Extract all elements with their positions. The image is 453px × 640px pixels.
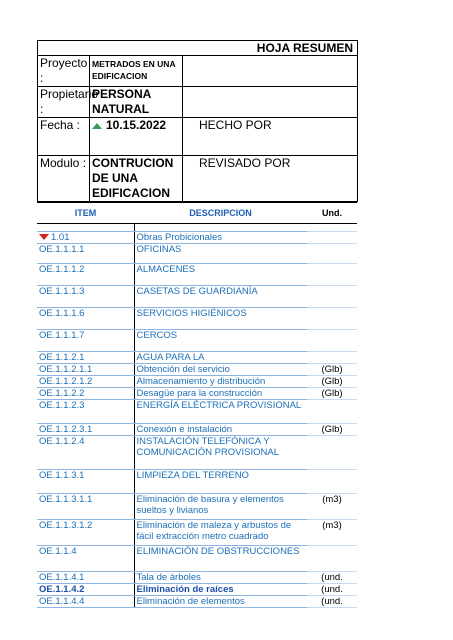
proyecto-value: METRADOS EN UNA EDIFICACION bbox=[90, 56, 183, 87]
item-cell: OE.1.1.1.6 bbox=[37, 308, 134, 330]
desc-cell: ENERGÍA ELÉCTRICA PROVISIONAL bbox=[134, 400, 307, 424]
item-cell: OE.1.1.4.4 bbox=[37, 596, 134, 608]
proyecto-empty-cell bbox=[183, 56, 358, 87]
modulo-value: CONTRUCION DE UNA EDIFICACION bbox=[90, 156, 183, 202]
proyecto-label: Proyecto : bbox=[38, 56, 90, 87]
und-cell bbox=[307, 244, 357, 264]
desc-cell: INSTALACIÓN TELEFÓNICA Y COMUNICACIÓN PROVISIONAL bbox=[134, 436, 307, 470]
table-row bbox=[37, 400, 357, 424]
table-row bbox=[37, 424, 357, 436]
item-cell: OE.1.1.3.1.1 bbox=[37, 494, 134, 520]
table-row bbox=[37, 584, 357, 596]
item-cell: OE.1.1.2.3 bbox=[37, 400, 134, 424]
und-cell bbox=[307, 400, 357, 424]
fecha-label: Fecha : bbox=[38, 118, 90, 156]
item-cell: OE.1.1.2.2 bbox=[37, 388, 134, 400]
desc-cell: SERVICIOS HIGIÉNICOS bbox=[134, 308, 307, 330]
item-cell: OE.1.1.4 bbox=[37, 546, 134, 572]
desc-cell: ALMACENES bbox=[134, 264, 307, 286]
und-cell bbox=[307, 330, 357, 352]
column-header-descripcion: DESCRIPCION bbox=[134, 203, 307, 224]
revisado-por: REVISADO POR bbox=[183, 156, 358, 202]
und-cell bbox=[307, 470, 357, 494]
desc-cell: LIMPIEZA DEL TERRENO bbox=[134, 470, 307, 494]
desc-cell: Eliminación de raíces bbox=[134, 584, 307, 596]
propietario-empty-cell bbox=[183, 87, 358, 118]
table-row bbox=[37, 596, 357, 608]
table-row bbox=[37, 572, 357, 584]
table-row bbox=[37, 308, 357, 330]
desc-cell: Conexión e instalación bbox=[134, 424, 307, 436]
und-cell: (und. bbox=[307, 596, 357, 608]
und-cell bbox=[307, 352, 357, 364]
desc-cell: Almacenamiento y distribución bbox=[134, 376, 307, 388]
item-cell: OE.1.1.1.3 bbox=[37, 286, 134, 308]
item-cell: OE.1.1.2.1 bbox=[37, 352, 134, 364]
item-cell: OE.1.1.1.7 bbox=[37, 330, 134, 352]
sheet-title: HOJA RESUMEN bbox=[38, 41, 358, 56]
desc-cell: CERCOS bbox=[134, 330, 307, 352]
propietario-value: PERSONA NATURAL bbox=[90, 87, 183, 118]
triangle-up-icon bbox=[92, 123, 102, 129]
table-row bbox=[37, 388, 357, 400]
desc-cell: Eliminación de basura y elementos sueltos y livianos bbox=[134, 494, 307, 520]
table-row bbox=[37, 352, 357, 364]
desc-cell: OFICINAS bbox=[134, 244, 307, 264]
item-cell: OE.1.1.3.1 bbox=[37, 470, 134, 494]
und-cell bbox=[307, 264, 357, 286]
propietario-label: Propietario : bbox=[38, 87, 90, 118]
und-cell: (m3) bbox=[307, 494, 357, 520]
table-row bbox=[37, 376, 357, 388]
item-cell: OE.1.1.1.2 bbox=[37, 264, 134, 286]
item-cell: OE.1.1.2.4 bbox=[37, 436, 134, 470]
table-row bbox=[37, 436, 357, 470]
item-cell: OE.1.1.1.1 bbox=[37, 244, 134, 264]
table-row bbox=[37, 470, 357, 494]
table-row bbox=[37, 520, 357, 546]
column-header-row bbox=[37, 203, 357, 224]
table-row bbox=[37, 286, 357, 308]
items-body bbox=[37, 224, 357, 608]
item-cell: OE.1.1.4.2 bbox=[37, 584, 134, 596]
item-cell: OE.1.1.2.1.1 bbox=[37, 364, 134, 376]
desc-cell: CASETAS DE GUARDIANÍA bbox=[134, 286, 307, 308]
item-cell: 1.01 bbox=[37, 232, 134, 244]
hecho-por: HECHO POR bbox=[183, 118, 358, 156]
table-row bbox=[37, 364, 357, 376]
fecha-value: 10.15.2022 bbox=[106, 118, 167, 132]
item-cell: OE.1.1.2.1.2 bbox=[37, 376, 134, 388]
desc-cell: Obras Probicionales bbox=[134, 232, 307, 244]
und-cell bbox=[307, 232, 357, 244]
table-row bbox=[37, 330, 357, 352]
und-cell: (und. bbox=[307, 572, 357, 584]
table-row bbox=[37, 244, 357, 264]
desc-cell: AGUA PARA LA bbox=[134, 352, 307, 364]
spacer-row bbox=[37, 224, 357, 232]
und-cell bbox=[307, 286, 357, 308]
und-cell: (Glb) bbox=[307, 388, 357, 400]
und-cell bbox=[307, 546, 357, 572]
desc-cell: Desagüe para la construcción bbox=[134, 388, 307, 400]
table-row bbox=[37, 494, 357, 520]
und-cell bbox=[307, 436, 357, 470]
items-table bbox=[37, 202, 357, 608]
summary-sheet bbox=[37, 40, 357, 608]
und-cell: (und. bbox=[307, 584, 357, 596]
item-cell: OE.1.1.2.3.1 bbox=[37, 424, 134, 436]
fecha-cell bbox=[90, 118, 183, 156]
table-row bbox=[37, 264, 357, 286]
desc-cell: Tala de árboles bbox=[134, 572, 307, 584]
column-header-item: ITEM bbox=[37, 203, 134, 224]
column-header-und: Und. bbox=[307, 203, 357, 224]
desc-cell: Eliminación de maleza y arbustos de fácil extracción metro cuadrado bbox=[134, 520, 307, 546]
table-row bbox=[37, 232, 357, 244]
desc-cell: Obtención del servicio bbox=[134, 364, 307, 376]
table-row bbox=[37, 546, 357, 572]
triangle-down-icon bbox=[39, 234, 49, 240]
und-cell: (m3) bbox=[307, 520, 357, 546]
und-cell: (Glb) bbox=[307, 424, 357, 436]
und-cell bbox=[307, 308, 357, 330]
item-cell: OE.1.1.4.1 bbox=[37, 572, 134, 584]
item-cell: OE.1.1.3.1.2 bbox=[37, 520, 134, 546]
modulo-label: Modulo : bbox=[38, 156, 90, 202]
header-table bbox=[37, 40, 358, 202]
desc-cell: ELIMINACIÓN DE OBSTRUCCIONES bbox=[134, 546, 307, 572]
desc-cell: Eliminación de elementos bbox=[134, 596, 307, 608]
und-cell: (Glb) bbox=[307, 364, 357, 376]
und-cell: (Glb) bbox=[307, 376, 357, 388]
